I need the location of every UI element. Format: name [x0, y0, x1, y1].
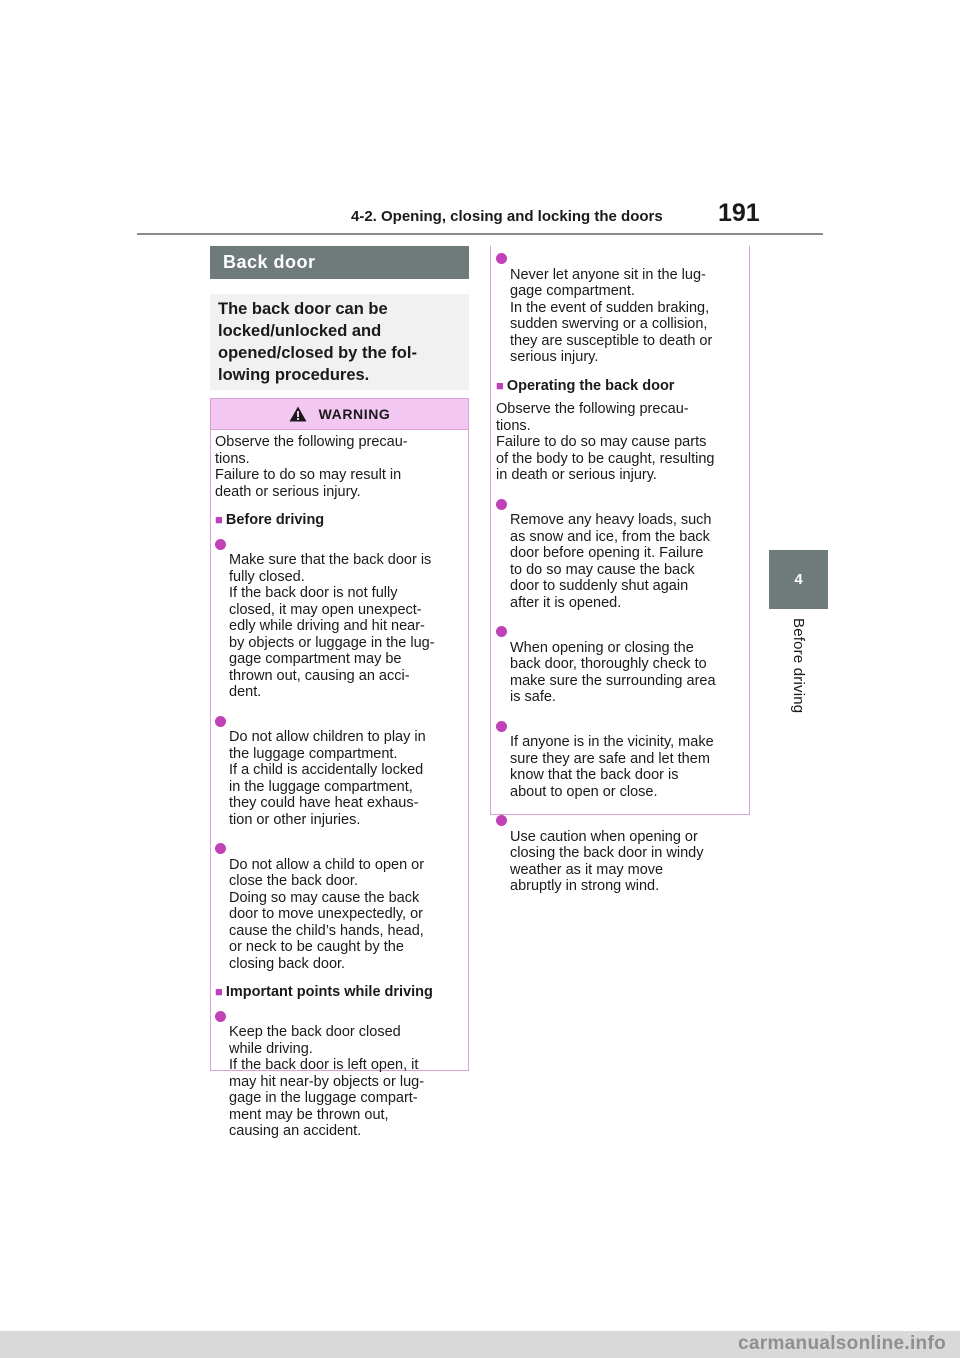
section-title: 4-2. Opening, closing and locking the doors [351, 208, 663, 225]
chapter-label: Before driving [790, 618, 807, 714]
bullet-dot-icon [215, 1011, 226, 1022]
list-item-text: Keep the back door closed while driving. If the back door is left open, it may hit near-by objects or lug- gage in the luggage compart- ment may be thrown out, causing an accident. [229, 1024, 425, 1139]
warning-triangle-icon [289, 406, 307, 422]
intro-box [210, 294, 469, 390]
bullet-dot-icon [496, 253, 507, 264]
list-item [496, 623, 745, 706]
page-number: 191 [718, 199, 760, 227]
square-bullet-icon: ■ [496, 377, 504, 393]
list-item-text: Do not allow a child to open or close the back door. Doing so may cause the back door to move unexpectedly, or cause the child’s hands, head, or neck to be caught by the closing back door. [229, 856, 425, 972]
bullet-dot-icon [215, 843, 226, 854]
subheading-before-driving [215, 512, 464, 529]
square-bullet-icon: ■ [215, 512, 223, 527]
section-heading-text: Back door [223, 252, 316, 272]
operating-intro: Observe the following precau- tions. Failure to do so may cause parts of the body to be caught, resulting in death or serious injury. [496, 401, 715, 483]
watermark-strip [0, 1331, 960, 1358]
list-item-text: Never let anyone sit in the lug- gage compartment. In the event of sudden braking, sudden swerving or a collision, they are susceptible to death or serious injury. [510, 266, 713, 365]
square-bullet-icon: ■ [215, 984, 223, 999]
bullet-dot-icon [496, 815, 507, 826]
list-item-text: If anyone is in the vicinity, make sure they are safe and let them know that the back door is about to open or close. [510, 734, 714, 800]
bullet-dot-icon [215, 716, 226, 727]
warning-header [211, 399, 468, 430]
warning-body [211, 430, 468, 1140]
section-heading [210, 246, 469, 279]
bullet-dot-icon [496, 499, 507, 510]
header-divider [137, 233, 823, 235]
subheading-text: Important points while driving [225, 984, 433, 1000]
warning-title: WARNING [318, 406, 391, 422]
list-item-text: Use caution when opening or closing the back door in windy weather as it may move abruptly in strong wind. [510, 828, 704, 894]
subheading-operating-back-door [496, 378, 745, 395]
list-item [215, 713, 464, 829]
bullet-dot-icon [215, 539, 226, 550]
list-item-text: When opening or closing the back door, thoroughly check to make sure the surrounding area is safe. [510, 639, 716, 705]
warning-continuation-box [490, 246, 750, 894]
list-item [215, 536, 464, 701]
watermark-text: carmanualsonline.info [738, 1333, 946, 1354]
list-item [496, 812, 745, 895]
list-item [496, 718, 745, 801]
subheading-text: Operating the back door [506, 377, 675, 394]
warning-intro: Observe the following precau- tions. Failure to do so may result in death or serious injury. [215, 434, 408, 500]
intro-text: The back door can be locked/unlocked and opened/closed by the fol-lowing procedures. [218, 300, 417, 384]
subheading-text: Before driving [225, 512, 325, 528]
list-item [215, 1008, 464, 1140]
list-item [215, 840, 464, 972]
bullet-dot-icon [496, 721, 507, 732]
chapter-tab [769, 550, 828, 609]
subheading-important-points [215, 984, 464, 1001]
bullet-dot-icon [496, 626, 507, 637]
list-item [496, 250, 745, 366]
list-item-text: Remove any heavy loads, such as snow and ice, from the back door before opening it. Failure to do so may cause the back door to suddenly shut again after it is opened. [510, 512, 712, 611]
list-item [496, 496, 745, 612]
chapter-number: 4 [794, 571, 803, 588]
list-item-text: Do not allow children to play in the luggage compartment. If a child is accidentally locked in the luggage compartment, they could have heat exhaus- tion or other injuries. [229, 729, 426, 828]
list-item-text: Make sure that the back door is fully closed. If the back door is not fully closed, it may open unexpect- edly while driving and hit near- by objects or luggage in the lug- gage compartment may be thrown out, causing an acci- dent. [229, 552, 435, 700]
warning-box [210, 398, 469, 1139]
